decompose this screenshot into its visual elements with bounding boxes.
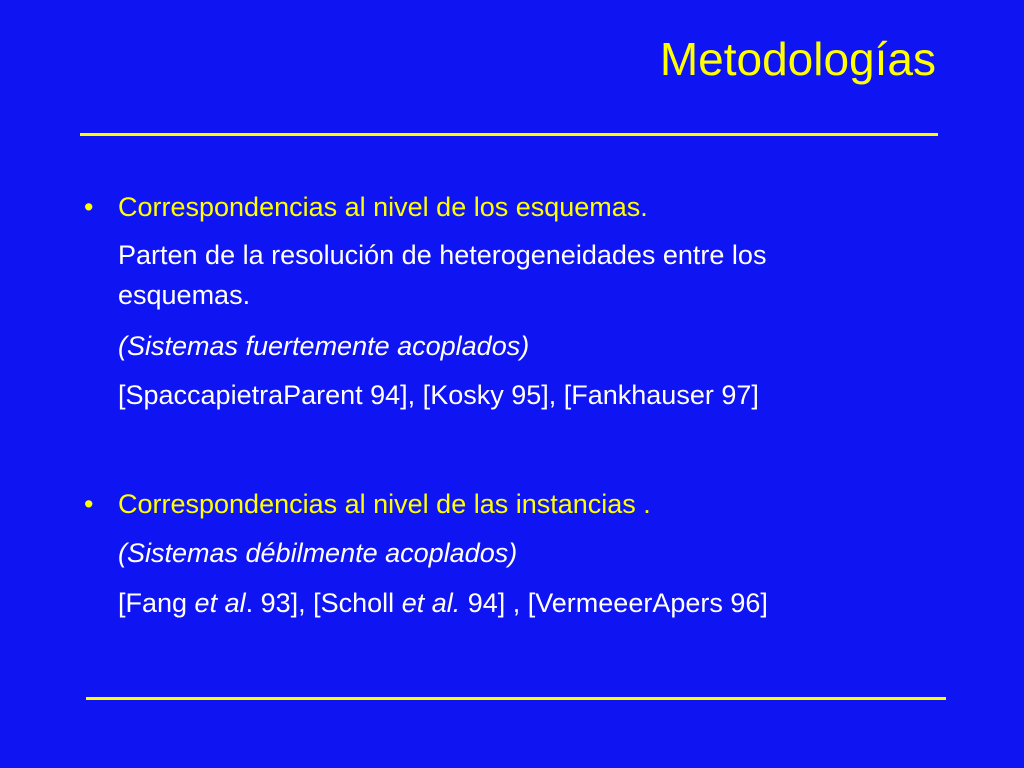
section-1-line-2: esquemas. bbox=[118, 280, 251, 310]
citation-italic-1: et al bbox=[194, 588, 246, 618]
section-1-citations: [SpaccapietraParent 94], [Kosky 95], [Fankhauser 97] bbox=[118, 380, 759, 410]
section-1-heading: Correspondencias al nivel de los esquemas. bbox=[118, 192, 648, 222]
citation-part-3: 94] , [VermeeerApers 96] bbox=[460, 588, 768, 618]
section-2-line-1: (Sistemas débilmente acoplados) bbox=[118, 538, 518, 568]
section-2-heading: Correspondencias al nivel de las instancias . bbox=[118, 489, 651, 519]
bottom-divider bbox=[86, 697, 946, 700]
citation-italic-2: et al. bbox=[401, 588, 461, 618]
section-1-line-3: (Sistemas fuertemente acoplados) bbox=[118, 331, 530, 361]
citation-part-2: . 93], [Scholl bbox=[245, 588, 402, 618]
top-divider bbox=[80, 133, 938, 136]
slide-title: Metodologías bbox=[659, 33, 936, 85]
bullet-1: • bbox=[84, 192, 94, 222]
section-2-citations bbox=[118, 590, 768, 617]
bullet-2: • bbox=[84, 489, 94, 519]
citation-part-1: [Fang bbox=[118, 588, 195, 618]
section-1-line-1: Parten de la resolución de heterogeneidades entre los bbox=[118, 240, 767, 270]
